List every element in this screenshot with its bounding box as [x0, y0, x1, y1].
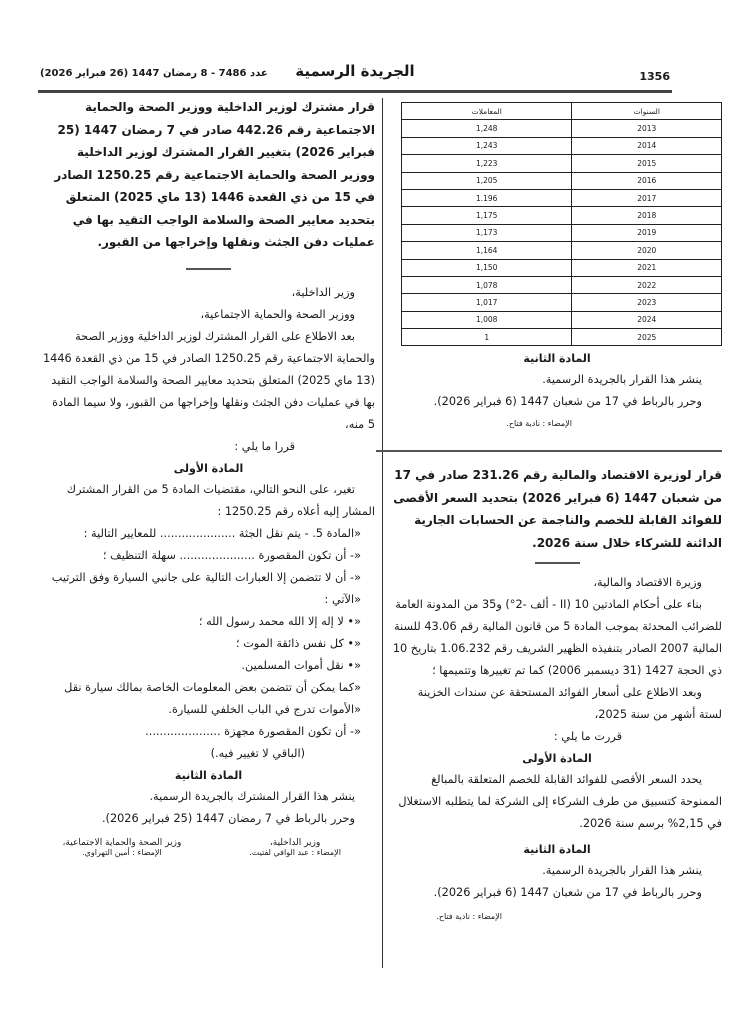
year-cell: 2023 — [572, 294, 722, 311]
decree2-article2-heading: المادة الثانية — [523, 843, 591, 857]
year-cell: 2018 — [572, 207, 722, 224]
coefficient-cell: 1,248 — [402, 120, 572, 137]
amended-article-text — [42, 523, 375, 765]
table-row — [402, 120, 722, 137]
decree1-article1-intro: تغير، على النحو التالي، مقتضيات المادة 5 من القرار المشترك المشار إليه أعلاه رقم 1250.25 : — [66, 482, 375, 518]
decree2-recital2: وبعد الاطلاع على أسعار الفوائد المستحقة عن سندات الخزينة لستة أشهر من سنة 2025، — [417, 686, 722, 722]
signature-name: الإمضاء : أمين التهراوي. — [82, 847, 162, 857]
table-row — [402, 224, 722, 241]
decree1-publish: ينشر هذا القرار المشترك بالجريدة الرسمية. — [149, 789, 355, 803]
quoted-line: «كما يمكن أن تتضمن بعض المعلومات الخاصة بمالك سيارة نقل «الأموات تدرج في الباب الخلفي للسيارة. — [64, 680, 361, 716]
decree2-recital1: بناء على أحكام المادتين 10 (II - ألف -2°) و35 من المدونة العامة للضرائب المحدثة بموجب المادة 5 من قانون المالية رقم 43.06 للسنة المالية 2007 الصادر بتنفيذه الظهير الشريف رقم 1.06.232 بتاريخ 10 ذي الحجة 1427 (31 ديسمبر 2006) كما تم تغييرها وتتميمها ؛ — [392, 598, 722, 678]
coefficient-cell: 1,243 — [402, 137, 572, 154]
decree2-article1-heading: المادة الأولى — [522, 752, 592, 766]
decree1-title: قرار مشترك لوزير الداخلية ووزير الصحة والحماية الاجتماعية رقم 442.26 صادر في 7 رمضان 1447 (25 فبراير 2026) بتغيير القرار المشترك لوزير الداخلية ووزير الصحة والحماية الاجتماعية رقم 1250.25 الصادر في 15 من ذي القعدة 1446 (13 ماي 2025) المتعلق بتحديد معايير الصحة والسلامة الواجب التقيد بها في عمليات دفن الجثث ونقلها وإخراجها من القبور. — [54, 100, 375, 249]
left-column — [42, 96, 375, 857]
coefficient-cell: 1,223 — [402, 155, 572, 172]
table-row — [402, 276, 722, 293]
coefficient-cell: 1 — [402, 329, 572, 346]
header-coefficients: المعاملات — [402, 103, 572, 120]
table-header-row — [402, 103, 722, 120]
table-row — [402, 189, 722, 206]
signature-health — [42, 838, 202, 857]
quoted-line: «- أن لا تتضمن إلا العبارات التالية على جانبي السيارة وفق الترتيب «الآتي : — [51, 570, 361, 606]
decree1-minister1: وزير الداخلية، — [291, 285, 355, 299]
table-row — [402, 329, 722, 346]
table-row — [402, 172, 722, 189]
signature: الإمضاء : نادية فتاح. — [506, 419, 572, 429]
year-cell: 2016 — [572, 172, 722, 189]
year-cell: 2021 — [572, 259, 722, 276]
coefficient-cell: 1,205 — [402, 172, 572, 189]
table-row — [402, 259, 722, 276]
coefficients-table — [401, 102, 722, 346]
quoted-line: (الباقي لا تغيير فيه.) — [210, 746, 305, 760]
quoted-line: «- أن تكون المقصورة ..................... سهلة التنظيف ؛ — [102, 548, 361, 562]
year-cell: 2013 — [572, 120, 722, 137]
table-row — [402, 137, 722, 154]
header-rule — [38, 90, 672, 93]
decree2-decided: قررت ما يلي : — [553, 730, 622, 744]
title-separator — [535, 562, 580, 564]
decree2-publish: ينشر هذا القرار بالجريدة الرسمية. — [542, 864, 702, 878]
decree1-article1-heading: المادة الأولى — [173, 461, 244, 475]
decree1-done-at: وحرر بالرباط في 7 رمضان 1447 (25 فبراير 2026). — [101, 811, 355, 825]
coefficient-cell: 1,078 — [402, 276, 572, 293]
issue-info: عدد 7486 - 8 رمضان 1447 (26 فبراير 2026) — [40, 68, 268, 79]
header-years: السنوات — [572, 103, 722, 120]
table-row — [402, 242, 722, 259]
decree1-minister2: ووزير الصحة والحماية الاجتماعية، — [200, 307, 355, 321]
column-divider — [382, 98, 383, 968]
quoted-line: «• لا إله إلا الله محمد رسول الله ؛ — [198, 614, 361, 628]
year-cell: 2014 — [572, 137, 722, 154]
quoted-line: «• كل نفس ذائقة الموت ؛ — [236, 636, 361, 650]
decree1-decided: قررا ما يلي : — [234, 439, 295, 453]
decree2-signature: الإمضاء : نادية فتاح. — [436, 912, 502, 922]
coefficient-cell: 1,150 — [402, 259, 572, 276]
coefficient-cell: 1,008 — [402, 311, 572, 328]
quoted-line: «• نقل أموات المسلمين. — [241, 658, 361, 672]
quoted-line: «المادة 5. - يتم نقل الجثة ..................... للمعايير التالية : — [83, 526, 361, 540]
year-cell: 2020 — [572, 242, 722, 259]
coefficient-cell: 1.196 — [402, 189, 572, 206]
section-separator — [376, 450, 722, 452]
year-cell: 2015 — [572, 155, 722, 172]
year-cell: 2022 — [572, 276, 722, 293]
right-column — [392, 102, 722, 921]
year-cell: 2024 — [572, 311, 722, 328]
page-header — [40, 58, 670, 88]
decree2-title: قرار لوزيرة الاقتصاد والمالية رقم 231.26 صادر في 17 من شعبان 1447 (6 فبراير 2026) بتحديد السعر الأقصى للفوائد القابلة للخصم والناجمة عن الحسابات الجارية الدائنة للشركاء خلال سنة 2026. — [393, 468, 722, 550]
article2-heading: المادة الثانية — [523, 352, 591, 366]
coefficient-cell: 1,017 — [402, 294, 572, 311]
decree1-article2-heading: المادة الثانية — [174, 768, 243, 782]
decree2-minister: وزيرة الاقتصاد والمالية، — [593, 576, 702, 590]
title-separator — [186, 268, 231, 270]
coefficient-cell: 1,173 — [402, 224, 572, 241]
year-cell: 2019 — [572, 224, 722, 241]
table-row — [402, 311, 722, 328]
year-cell: 2017 — [572, 189, 722, 206]
signature-name: الإمضاء : عبد الوافي لفتيت. — [249, 847, 341, 857]
done-at: وحرر بالرباط في 17 من شعبان 1447 (6 فبراير 2026). — [433, 395, 702, 409]
decree2-article1-text: يحدد السعر الأقصى للفوائد القابلة للخصم المتعلقة بالمبالغ الممنوحة كتسبيق من طرف الشركاء إلى الشركة لما يتطلبه الاستغلال في 2,15% برسم سنة 2026. — [398, 773, 722, 831]
quoted-line: «- أن تكون المقصورة مجهزة ..................... — [145, 724, 361, 738]
gazette-title: الجريدة الرسمية — [295, 62, 415, 80]
publish-text: ينشر هذا القرار بالجريدة الرسمية. — [542, 373, 702, 387]
coefficient-cell: 1,164 — [402, 242, 572, 259]
signature-role: وزير الصحة والحماية الاجتماعية، — [62, 837, 182, 848]
table-row — [402, 155, 722, 172]
signature-role: وزير الداخلية، — [269, 837, 321, 848]
decree1-recital: بعد الاطلاع على القرار المشترك لوزير الداخلية ووزير الصحة والحماية الاجتماعية رقم 1250.25 الصادر في 15 من ذي القعدة 1446 (13 ماي 2025) المتعلق بتحديد معايير الصحة والسلامة الواجب التقيد بها في عمليات دفن الجثث ونقلها وإخراجها من القبور، ولا سيما المادة 5 منه، — [42, 329, 375, 431]
signatures — [42, 838, 375, 857]
table-row — [402, 207, 722, 224]
decree2-done-at: وحرر بالرباط في 17 من شعبان 1447 (6 فبراير 2026). — [433, 886, 702, 900]
table-row — [402, 294, 722, 311]
coefficient-cell: 1,175 — [402, 207, 572, 224]
year-cell: 2025 — [572, 329, 722, 346]
signature-interior — [215, 838, 375, 857]
page-number: 1356 — [639, 70, 670, 83]
